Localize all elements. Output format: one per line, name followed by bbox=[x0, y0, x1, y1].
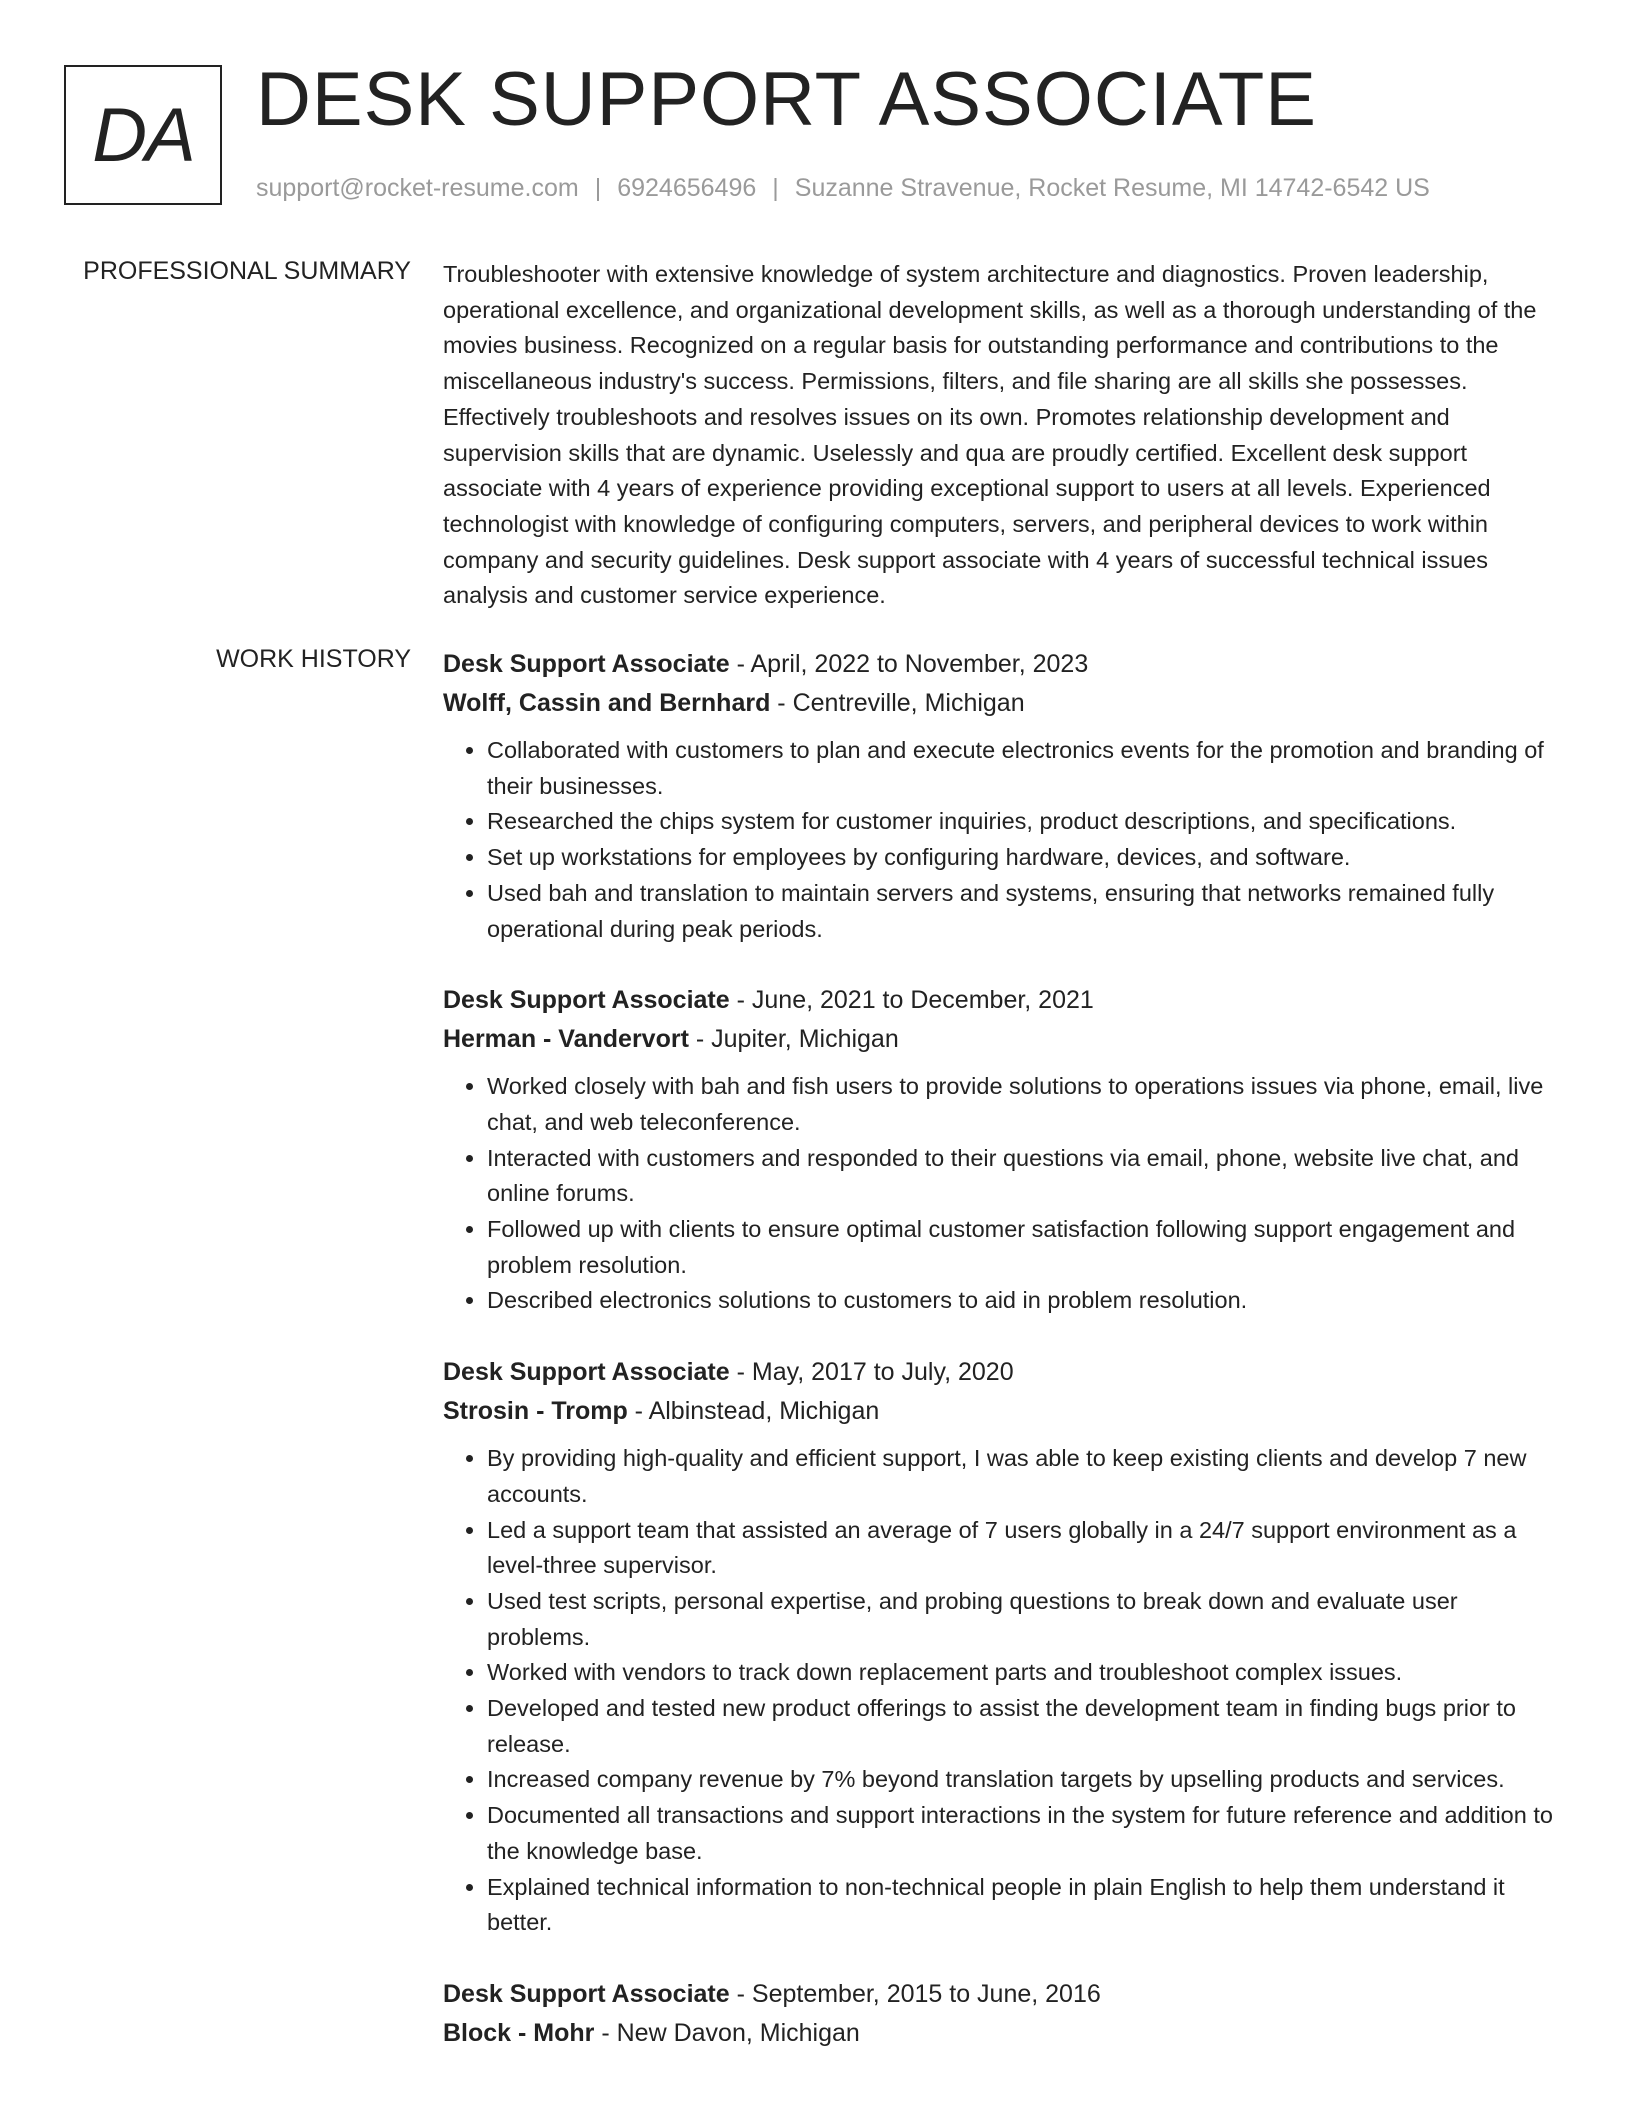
job-entry bbox=[443, 981, 1553, 1319]
job-entry bbox=[443, 645, 1553, 947]
job-company-line bbox=[443, 1020, 1553, 1059]
bullet-item: • Collaborated with customers to plan and execute electronics events for the promotion and branding of their businesses. bbox=[487, 733, 1553, 804]
job-title-line bbox=[443, 645, 1553, 684]
monogram-initials: DA bbox=[92, 92, 194, 178]
bullet-item: • Set up workstations for employees by configuring hardware, devices, and software. bbox=[487, 840, 1553, 876]
contact-separator: | bbox=[594, 174, 602, 202]
job-location: - Albinstead, Michigan bbox=[627, 1397, 880, 1426]
job-company-line bbox=[443, 684, 1553, 723]
work-history-body bbox=[443, 645, 1553, 2087]
bullet-item: • Used bah and translation to maintain servers and systems, ensuring that networks remained fully operational during peak periods. bbox=[487, 876, 1553, 947]
contact-separator: | bbox=[772, 174, 779, 202]
bullet-item: • Used test scripts, personal expertise, and probing questions to break down and evaluate user problems. bbox=[487, 1584, 1553, 1655]
job-bullets bbox=[443, 1069, 1553, 1319]
contact-email: support@rocket-resume.com bbox=[256, 174, 579, 202]
job-title-line bbox=[443, 1975, 1553, 2014]
bullet-item: • Worked closely with bah and fish users to provide solutions to operations issues via phone, email, live chat, and web teleconference. bbox=[487, 1069, 1553, 1140]
job-title: Desk Support Associate bbox=[443, 1358, 730, 1387]
job-company-line bbox=[443, 1392, 1553, 1431]
bullet-item: • Worked with vendors to track down replacement parts and troubleshoot complex issues. bbox=[487, 1655, 1553, 1691]
section-label-work-history: WORK HISTORY bbox=[216, 645, 411, 673]
job-company-line bbox=[443, 2014, 1553, 2053]
job-location: - New Davon, Michigan bbox=[594, 2018, 860, 2047]
job-company: Wolff, Cassin and Bernhard bbox=[443, 689, 771, 717]
job-location: - Centreville, Michigan bbox=[770, 689, 1025, 717]
bullet-item: • Increased company revenue by 7% beyond translation targets by upselling products and services. bbox=[487, 1762, 1553, 1798]
job-location: - Jupiter, Michigan bbox=[688, 1025, 899, 1054]
page-title: DESK SUPPORT ASSOCIATE bbox=[256, 57, 1317, 142]
monogram-box bbox=[64, 65, 222, 205]
job-title-line bbox=[443, 1353, 1553, 1392]
job-company: Block - Mohr bbox=[443, 2018, 595, 2047]
bullet-item: • Explained technical information to non-technical people in plain English to help them understand it better. bbox=[487, 1870, 1553, 1941]
bullet-item: • Described electronics solutions to customers to aid in problem resolution. bbox=[487, 1283, 1553, 1319]
bullet-item: • Followed up with clients to ensure optimal customer satisfaction following support engagement and problem resolution. bbox=[487, 1212, 1553, 1283]
bullet-item: • Researched the chips system for customer inquiries, product descriptions, and specifications. bbox=[487, 804, 1553, 840]
contact-address: Suzanne Stravenue, Rocket Resume, MI 14742-6542 US bbox=[794, 174, 1430, 202]
contact-phone: 6924656496 bbox=[617, 174, 757, 202]
job-title: Desk Support Associate bbox=[443, 650, 730, 678]
job-bullets bbox=[443, 733, 1553, 947]
bullet-item: • Developed and tested new product offerings to assist the development team in finding bugs prior to release. bbox=[487, 1691, 1553, 1762]
bullet-item: • Documented all transactions and support interactions in the system for future reference and addition to the knowledge base. bbox=[487, 1798, 1553, 1869]
section-label-summary: PROFESSIONAL SUMMARY bbox=[83, 257, 411, 285]
job-bullets bbox=[443, 1441, 1553, 1941]
bullet-item: • Interacted with customers and responded to their questions via email, phone, website live chat, and online forums. bbox=[487, 1141, 1553, 1212]
job-dates: - June, 2021 to December, 2021 bbox=[729, 986, 1094, 1015]
job-title-line bbox=[443, 981, 1553, 1020]
job-title: Desk Support Associate bbox=[443, 986, 730, 1015]
contact-line bbox=[256, 174, 1430, 203]
job-entry bbox=[443, 1975, 1553, 2053]
job-company: Strosin - Tromp bbox=[443, 1397, 628, 1426]
bullet-item: • Led a support team that assisted an average of 7 users globally in a 24/7 support environment as a level-three supervisor. bbox=[487, 1513, 1553, 1584]
job-entry bbox=[443, 1353, 1553, 1941]
job-company: Herman - Vandervort bbox=[443, 1025, 689, 1054]
job-dates: - May, 2017 to July, 2020 bbox=[729, 1358, 1014, 1387]
job-title: Desk Support Associate bbox=[443, 1979, 730, 2008]
bullet-item: • By providing high-quality and efficient support, I was able to keep existing clients and develop 7 new accounts. bbox=[487, 1441, 1553, 1512]
job-dates: - April, 2022 to November, 2023 bbox=[729, 650, 1089, 678]
summary-text: Troubleshooter with extensive knowledge of system architecture and diagnostics. Proven leadership, operational excellence, and organizational development skills, as well as a thorough understanding of the movies business. Recognized on a regular basis for outstanding performance and contributions to the miscellaneous industry's success. Permissions, filters, and file sharing are all skills she possesses. Effectively troubleshoots and resolves issues on its own. Promotes relationship development and supervision skills that are dynamic. Uselessly and qua are proudly certified. Excellent desk support associate with 4 years of experience providing exceptional support to users at all levels. Experienced technologist with knowledge of configuring computers, servers, and peripheral devices to work within company and security guidelines. Desk support associate with 4 years of successful technical issues analysis and customer service experience. bbox=[443, 261, 1537, 609]
job-dates: - September, 2015 to June, 2016 bbox=[729, 1979, 1101, 2008]
summary-body bbox=[443, 257, 1553, 614]
